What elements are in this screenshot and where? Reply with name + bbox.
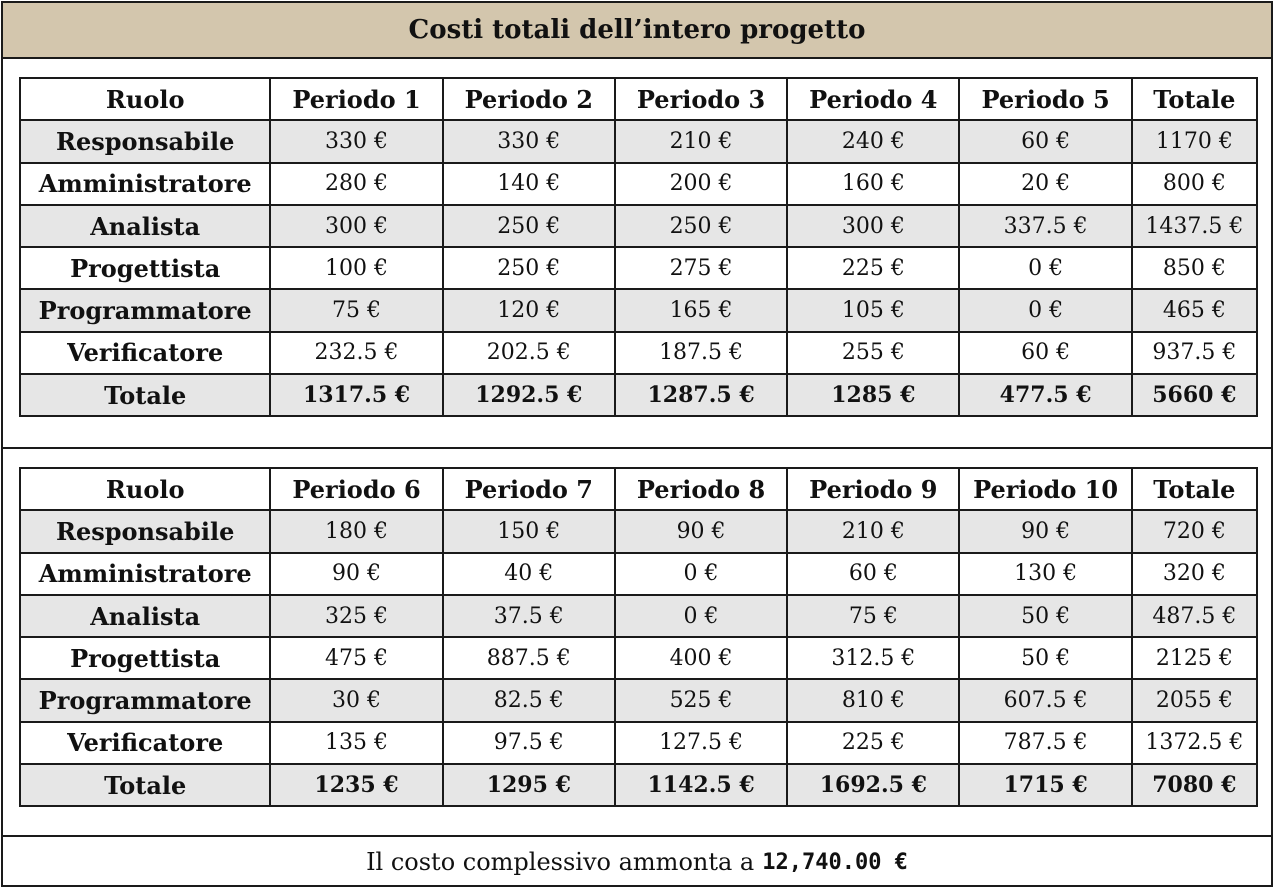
cost-cell: 210 €: [615, 120, 787, 162]
table-header-row: [20, 78, 1257, 120]
cost-cell: 97.5 €: [443, 722, 615, 764]
header-cell-period: Periodo 8: [615, 468, 787, 510]
header-cell-total: Totale: [1132, 78, 1257, 120]
role-cell: Verificatore: [20, 722, 270, 764]
table-body: [20, 510, 1257, 806]
table-row: [20, 205, 1257, 247]
row-total-cell: 720 €: [1132, 510, 1257, 552]
cost-cell: 100 €: [270, 247, 442, 289]
row-total-cell: 465 €: [1132, 289, 1257, 331]
cost-cell: 300 €: [787, 205, 959, 247]
cost-cell: 160 €: [787, 163, 959, 205]
row-total-cell: 487.5 €: [1132, 595, 1257, 637]
row-total-cell: 320 €: [1132, 553, 1257, 595]
cost-cell: 0 €: [615, 595, 787, 637]
cost-cell: 140 €: [443, 163, 615, 205]
cost-cell: 300 €: [270, 205, 442, 247]
cost-cell: 475 €: [270, 637, 442, 679]
role-cell: Totale: [20, 764, 270, 806]
page-title: Costi totali dell’intero progetto: [3, 3, 1271, 59]
header-cell-total: Totale: [1132, 468, 1257, 510]
table-total-row: [20, 374, 1257, 416]
cost-cell: 90 €: [615, 510, 787, 552]
cost-cell: 330 €: [443, 120, 615, 162]
cost-cell: 60 €: [959, 332, 1131, 374]
cost-cell: 1287.5 €: [615, 374, 787, 416]
header-cell-period: Periodo 3: [615, 78, 787, 120]
cost-cell: 50 €: [959, 637, 1131, 679]
cost-cell: 0 €: [959, 289, 1131, 331]
cost-cell: 105 €: [787, 289, 959, 331]
cost-cell: 0 €: [959, 247, 1131, 289]
cost-table-periods-1-5: [19, 77, 1258, 417]
table-total-row: [20, 764, 1257, 806]
cost-cell: 250 €: [615, 205, 787, 247]
cost-cell: 280 €: [270, 163, 442, 205]
row-total-cell: 850 €: [1132, 247, 1257, 289]
role-cell: Totale: [20, 374, 270, 416]
cost-cell: 90 €: [959, 510, 1131, 552]
cost-cell: 810 €: [787, 679, 959, 721]
header-cell-period: Periodo 5: [959, 78, 1131, 120]
header-cell-role: Ruolo: [20, 78, 270, 120]
cost-cell: 225 €: [787, 247, 959, 289]
table-row: [20, 289, 1257, 331]
role-cell: Progettista: [20, 637, 270, 679]
row-total-cell: 800 €: [1132, 163, 1257, 205]
cost-cell: 1692.5 €: [787, 764, 959, 806]
table-header-row: [20, 468, 1257, 510]
cost-cell: 1715 €: [959, 764, 1131, 806]
cost-cell: 30 €: [270, 679, 442, 721]
role-cell: Analista: [20, 595, 270, 637]
cost-cell: 187.5 €: [615, 332, 787, 374]
role-cell: Progettista: [20, 247, 270, 289]
cost-cell: 325 €: [270, 595, 442, 637]
row-total-cell: 5660 €: [1132, 374, 1257, 416]
cost-cell: 127.5 €: [615, 722, 787, 764]
cost-cell: 525 €: [615, 679, 787, 721]
table-row: [20, 637, 1257, 679]
header-cell-period: Periodo 2: [443, 78, 615, 120]
table-row: [20, 679, 1257, 721]
cost-cell: 75 €: [787, 595, 959, 637]
role-cell: Verificatore: [20, 332, 270, 374]
header-cell-period: Periodo 1: [270, 78, 442, 120]
table-row: [20, 595, 1257, 637]
role-cell: Responsabile: [20, 120, 270, 162]
cost-cell: 400 €: [615, 637, 787, 679]
cost-cell: 20 €: [959, 163, 1131, 205]
cost-cell: 250 €: [443, 205, 615, 247]
cost-cell: 337.5 €: [959, 205, 1131, 247]
row-total-cell: 2125 €: [1132, 637, 1257, 679]
cost-cell: 225 €: [787, 722, 959, 764]
role-cell: Programmatore: [20, 679, 270, 721]
cost-cell: 60 €: [787, 553, 959, 595]
row-total-cell: 1437.5 €: [1132, 205, 1257, 247]
header-cell-period: Periodo 6: [270, 468, 442, 510]
cost-cell: 40 €: [443, 553, 615, 595]
header-cell-period: Periodo 9: [787, 468, 959, 510]
cost-cell: 255 €: [787, 332, 959, 374]
table-row: [20, 163, 1257, 205]
cost-cell: 250 €: [443, 247, 615, 289]
table-row: [20, 510, 1257, 552]
cost-cell: 75 €: [270, 289, 442, 331]
cost-table-periods-6-10: [19, 467, 1258, 807]
cost-cell: 210 €: [787, 510, 959, 552]
header-cell-period: Periodo 10: [959, 468, 1131, 510]
cost-cell: 180 €: [270, 510, 442, 552]
table-row: [20, 120, 1257, 162]
row-total-cell: 937.5 €: [1132, 332, 1257, 374]
cost-cell: 120 €: [443, 289, 615, 331]
header-cell-period: Periodo 7: [443, 468, 615, 510]
role-cell: Analista: [20, 205, 270, 247]
role-cell: Amministratore: [20, 553, 270, 595]
cost-cell: 330 €: [270, 120, 442, 162]
cost-cell: 200 €: [615, 163, 787, 205]
cost-table-section-2: [3, 449, 1271, 837]
cost-cell: 312.5 €: [787, 637, 959, 679]
cost-cell: 135 €: [270, 722, 442, 764]
cost-cell: 150 €: [443, 510, 615, 552]
role-cell: Amministratore: [20, 163, 270, 205]
table-row: [20, 247, 1257, 289]
cost-cell: 232.5 €: [270, 332, 442, 374]
cost-cell: 887.5 €: [443, 637, 615, 679]
cost-cell: 1317.5 €: [270, 374, 442, 416]
total-cost-amount: 12,740.00 €: [762, 849, 908, 875]
cost-cell: 275 €: [615, 247, 787, 289]
header-cell-role: Ruolo: [20, 468, 270, 510]
cost-cell: 90 €: [270, 553, 442, 595]
cost-cell: 50 €: [959, 595, 1131, 637]
cost-cell: 1235 €: [270, 764, 442, 806]
row-total-cell: 1372.5 €: [1132, 722, 1257, 764]
cost-cell: 477.5 €: [959, 374, 1131, 416]
cost-summary-frame: [1, 1, 1273, 887]
table-row: [20, 332, 1257, 374]
total-cost-footer: [3, 837, 1271, 887]
cost-cell: 1295 €: [443, 764, 615, 806]
cost-cell: 165 €: [615, 289, 787, 331]
table-body: [20, 120, 1257, 416]
cost-cell: 202.5 €: [443, 332, 615, 374]
role-cell: Programmatore: [20, 289, 270, 331]
cost-table-section-1: [3, 59, 1271, 449]
cost-cell: 240 €: [787, 120, 959, 162]
row-total-cell: 7080 €: [1132, 764, 1257, 806]
cost-cell: 1292.5 €: [443, 374, 615, 416]
row-total-cell: 1170 €: [1132, 120, 1257, 162]
table-row: [20, 722, 1257, 764]
cost-cell: 130 €: [959, 553, 1131, 595]
row-total-cell: 2055 €: [1132, 679, 1257, 721]
cost-cell: 1285 €: [787, 374, 959, 416]
cost-cell: 0 €: [615, 553, 787, 595]
cost-cell: 60 €: [959, 120, 1131, 162]
role-cell: Responsabile: [20, 510, 270, 552]
cost-cell: 1142.5 €: [615, 764, 787, 806]
cost-cell: 82.5 €: [443, 679, 615, 721]
header-cell-period: Periodo 4: [787, 78, 959, 120]
cost-cell: 37.5 €: [443, 595, 615, 637]
cost-cell: 787.5 €: [959, 722, 1131, 764]
cost-cell: 607.5 €: [959, 679, 1131, 721]
footer-text: Il costo complessivo ammonta a: [366, 848, 755, 876]
table-row: [20, 553, 1257, 595]
